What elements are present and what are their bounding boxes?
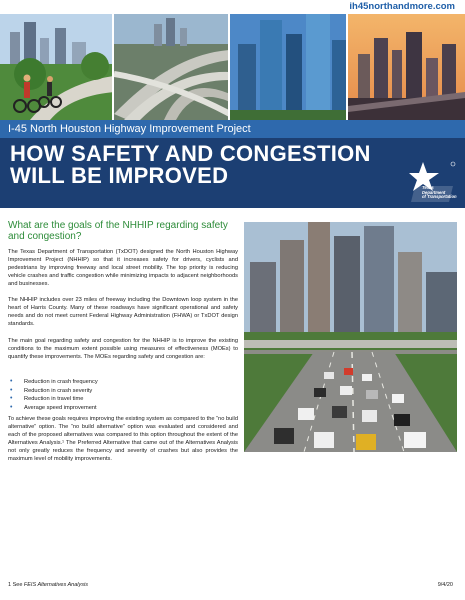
top-bar [0, 0, 465, 14]
paragraph-3: The main goal regarding safety and congestion for the NHHIP is to improve the existing conditions to the maximum extent possible using measures of effectiveness (MOEs) to quantify these improvements. The MOEs regarding safety and congestion are: [8, 338, 238, 360]
list-item [10, 404, 230, 413]
list-item [10, 395, 230, 404]
logo-line-3: of Transportation [422, 194, 457, 200]
title-banner [0, 120, 465, 208]
bullet-icon: • [10, 403, 13, 411]
paragraph-4: To achieve these goals requires improving the existing system as compared to the “no build alternative” option. The “no build alternative” option was evaluated and considered and each of the proposed alternatives was compared to this option throughout the extent of the Alternatives Analysis.¹ The Preferred Alternative that came out of the Alternatives Analysis not only greatly reduces the frequency and severity of crashes but also provides the maximum level of mobility improvements. [8, 416, 238, 462]
list-item-text: Average speed improvement [24, 404, 97, 411]
bullet-icon: • [10, 386, 13, 394]
bullet-icon: • [10, 395, 13, 402]
section-question: What are the goals of the NHHIP regarding safety and congestion? [8, 220, 228, 242]
list-item-text: Reduction in crash severity [24, 387, 93, 394]
list-item [10, 387, 230, 396]
moe-list [10, 378, 230, 412]
website-url[interactable]: ih45northandmore.com [349, 1, 455, 12]
publication-date: 9/4/20 [437, 582, 453, 588]
footnote-title: FEIS Alternatives Analysis [23, 582, 88, 588]
paragraph-1: The Texas Department of Transportation (TxDOT) designed the North Houston Highway Improvement Project (NHHIP) so that it increases safety for drivers, cyclists and pedestrians by improving freeway and local street mobility. The top priority is reducing vehicle crashes and traffic congestion while minimizing impacts to adjacent neighborhoods and businesses. [8, 249, 238, 287]
freeway-aerial-photo [114, 14, 230, 120]
sunset-skyline-photo [348, 14, 465, 120]
logo-line-1: Texas [422, 185, 434, 190]
txdot-logo-text [422, 186, 457, 200]
subtitle-stripe [0, 120, 465, 138]
cyclists-park-photo [0, 14, 114, 120]
list-item-text: Reduction in travel time [24, 396, 84, 402]
project-subtitle: I-45 North Houston Highway Improvement Project [8, 123, 251, 135]
freeway-traffic-photo [244, 222, 457, 452]
list-item-text: Reduction in crash frequency [24, 379, 98, 385]
bullet-icon: • [10, 378, 13, 385]
header-photo-strip [0, 14, 465, 120]
logo-line-2: Department [422, 189, 446, 195]
skyscrapers-photo [230, 14, 348, 120]
list-item [10, 378, 230, 387]
page-title: HOW SAFETY AND CONGESTION WILL BE IMPROVED [10, 141, 371, 188]
footnote-prefix: 1 See [8, 582, 24, 588]
paragraph-2: The NHHIP includes over 23 miles of freeway including the Downtown loop system in the heart of Harris County. Many of these roadways have significant operational and safety needs and do not meet current Federal Highway Administration (FHWA) or TxDOT design standards. [8, 297, 238, 327]
footnote [8, 582, 88, 588]
